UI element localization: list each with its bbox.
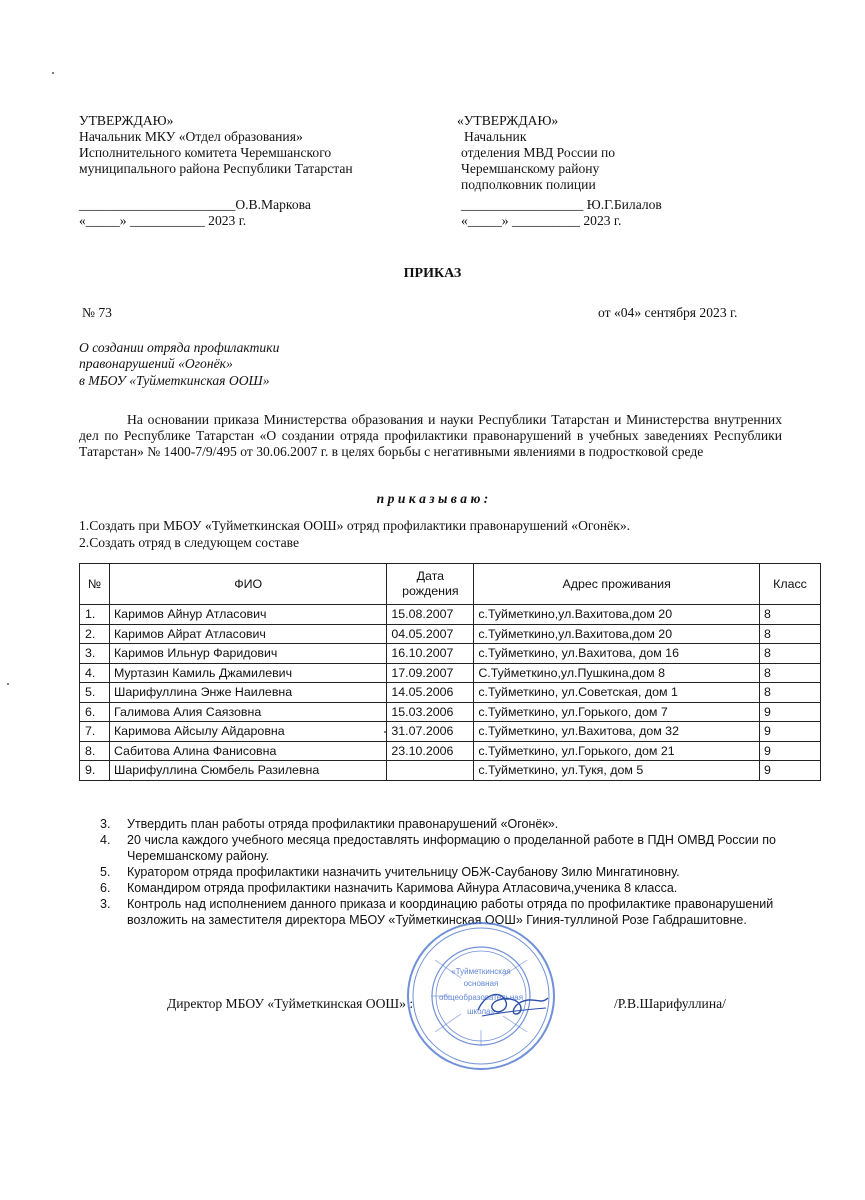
approve-right-line3: Черемшанскому району <box>461 161 600 176</box>
row-dob: 16.10.2007 <box>387 644 474 664</box>
list-item-text: Утвердить план работы отряда профилактики правонарушений «Огонёк». <box>127 817 559 831</box>
list-item-num: 6. <box>100 881 111 895</box>
list-item <box>100 832 780 864</box>
list-item-text: Куратором отряда профилактики назначить учительницу ОБЖ-Саубанову Зилю Мингатиновну. <box>127 865 680 879</box>
row-name: Муртазин Камиль Джамилевич <box>109 663 386 683</box>
table-row <box>80 761 821 781</box>
members-table <box>79 563 821 781</box>
table-header-row <box>80 564 821 605</box>
seal-line3: общеобразовательная <box>438 993 524 1002</box>
row-class: 9 <box>760 722 821 742</box>
header-num: № <box>80 564 110 605</box>
table-row <box>80 624 821 644</box>
list-item-text: 20 числа каждого учебного месяца предоставлять информацию о проделанной работе в ПДН ОМВД России по Черемшанскому району. <box>127 833 776 863</box>
row-name: Каримов Айрат Атласович <box>109 624 386 644</box>
row-dob: 23.10.2006 <box>387 741 474 761</box>
row-name: Шарифуллина Сюмбель Разилевна <box>109 761 386 781</box>
row-name: Каримова Айсылу Айдаровна <box>109 722 386 742</box>
row-class: 8 <box>760 644 821 664</box>
seal-line4: школа» <box>467 1007 495 1016</box>
row-address: с.Туйметкино, ул.Горького, дом 21 <box>474 741 760 761</box>
header-dob-line1: Дата <box>416 569 445 583</box>
scan-speck <box>52 72 54 74</box>
row-num: 1. <box>80 605 110 625</box>
row-class: 9 <box>760 702 821 722</box>
row-num: 9. <box>80 761 110 781</box>
row-name: Сабитова Алина Фанисовна <box>109 741 386 761</box>
row-name: Каримов Ильнур Фаридович <box>109 644 386 664</box>
row-dob: 14.05.2006 <box>387 683 474 703</box>
row-address: с.Туйметкино,ул.Вахитова,дом 20 <box>474 624 760 644</box>
list-item-num: 5. <box>100 865 111 879</box>
approve-right-title: «УТВЕРЖДАЮ» <box>457 113 559 128</box>
row-dob: 31.07.2006 <box>387 722 474 742</box>
row-dob <box>387 761 474 781</box>
row-dob: 15.03.2006 <box>387 702 474 722</box>
row-name: Галимова Алия Саязовна <box>109 702 386 722</box>
row-num: 7. <box>80 722 110 742</box>
preamble: На основании приказа Министерства образования и науки Республики Татарстан и Министерства внутренних дел по Республике Татарстан «О создании отряда профилактики правонарушений в учебных заведениях Республики Татарстан» № 1400-7/9/495 от 30.06.2007 г. в целях борьбы с негативными явлениями в подростковой среде <box>79 412 782 459</box>
row-address: с.Туйметкино, ул.Вахитова, дом 16 <box>474 644 760 664</box>
list-item-text: Контроль над исполнением данного приказа и координацию работы отряда по профилактике правонарушений возложить на заместителя директора МБОУ «Туйметкинская ООШ» Гиния-туллиной Розе Габдрашитовне. <box>127 897 774 927</box>
subject-line2: правонарушений «Огонёк» <box>79 356 233 371</box>
header-dob <box>387 564 474 605</box>
row-address: с.Туйметкино, ул.Вахитова, дом 32 <box>474 722 760 742</box>
approve-left-line1: Начальник МКУ «Отдел образования» <box>79 129 303 144</box>
row-class: 9 <box>760 741 821 761</box>
row-name: Шарифуллина Энже Наилевна <box>109 683 386 703</box>
row-address: с.Туйметкино, ул.Горького, дом 7 <box>474 702 760 722</box>
row-class: 8 <box>760 663 821 683</box>
row-dob: 17.09.2007 <box>387 663 474 683</box>
list-item-num: 4. <box>100 833 111 847</box>
approve-left-line2: Исполнительного комитета Черемшанского <box>79 145 332 160</box>
row-num: 2. <box>80 624 110 644</box>
table-row <box>80 605 821 625</box>
row-num: 4. <box>80 663 110 683</box>
scan-speck <box>384 731 386 733</box>
header-address: Адрес проживания <box>474 564 760 605</box>
row-class: 8 <box>760 683 821 703</box>
order-number: № 73 <box>82 305 112 320</box>
row-num: 8. <box>80 741 110 761</box>
header-class: Класс <box>760 564 821 605</box>
director-name: /Р.В.Шарифуллина/ <box>614 996 726 1011</box>
header-dob-line2: рождения <box>402 584 459 598</box>
approve-left-date: «_____» ___________ 2023 г. <box>79 213 247 228</box>
subject-line3: в МБОУ «Туйметкинская ООШ» <box>79 373 270 388</box>
list-item <box>100 864 780 880</box>
list-item <box>100 880 780 896</box>
row-address: с.Туйметкино, ул.Советская, дом 1 <box>474 683 760 703</box>
row-address: С.Туйметкино,ул.Пушкина,дом 8 <box>474 663 760 683</box>
row-address: с.Туйметкино,ул.Вахитова,дом 20 <box>474 605 760 625</box>
list-item-text: Командиром отряда профилактики назначить Каримова Айнура Атласовича,ученика 8 класса. <box>127 881 678 895</box>
table-row <box>80 722 821 742</box>
subject-line1: О создании отряда профилактики <box>79 340 280 355</box>
approve-right-line2: отделения МВД России по <box>461 145 616 160</box>
seal-line2: основная <box>463 979 499 988</box>
table-row <box>80 683 821 703</box>
plan-list <box>100 816 780 928</box>
director-signature <box>472 980 552 1028</box>
row-dob: 04.05.2007 <box>387 624 474 644</box>
row-num: 5. <box>80 683 110 703</box>
table-row <box>80 702 821 722</box>
seal-line1: «Туйметкинская <box>451 967 511 976</box>
table-row <box>80 741 821 761</box>
table-row <box>80 644 821 664</box>
order-word: п р и к а з ы в а ю : <box>376 491 489 506</box>
row-class: 8 <box>760 624 821 644</box>
scan-speck <box>7 683 9 685</box>
list-item-num: 3. <box>100 817 111 831</box>
item-create-composition: 2.Создать отряд в следующем составе <box>79 535 299 550</box>
approve-left-line3: муниципального района Республики Татарстан <box>79 161 353 176</box>
row-class: 8 <box>760 605 821 625</box>
list-item <box>100 816 780 832</box>
order-heading: ПРИКАЗ <box>403 266 462 281</box>
approve-left-signature: _______________________О.В.Маркова <box>79 197 311 212</box>
approve-right-signature: __________________ Ю.Г.Билалов <box>461 197 662 212</box>
row-dob: 15.08.2007 <box>387 605 474 625</box>
table-row <box>80 663 821 683</box>
director-title: Директор МБОУ «Туйметкинская ООШ» : <box>167 996 414 1011</box>
list-item-num: 3. <box>100 897 111 911</box>
row-num: 3. <box>80 644 110 664</box>
row-address: с.Туйметкино, ул.Тукя, дом 5 <box>474 761 760 781</box>
row-num: 6. <box>80 702 110 722</box>
row-name: Каримов Айнур Атласович <box>109 605 386 625</box>
item-create-detachment: 1.Создать при МБОУ «Туйметкинская ООШ» отряд профилактики правонарушений «Огонёк». <box>79 518 631 533</box>
approve-right-line1: Начальник <box>464 129 527 144</box>
header-name: ФИО <box>109 564 386 605</box>
approve-right-date: «_____» __________ 2023 г. <box>461 213 622 228</box>
approve-left-title: УТВЕРЖДАЮ» <box>79 113 174 128</box>
row-class: 9 <box>760 761 821 781</box>
approve-right-line4: подполковник полиции <box>461 177 596 192</box>
order-date: от «04» сентября 2023 г. <box>598 305 738 320</box>
